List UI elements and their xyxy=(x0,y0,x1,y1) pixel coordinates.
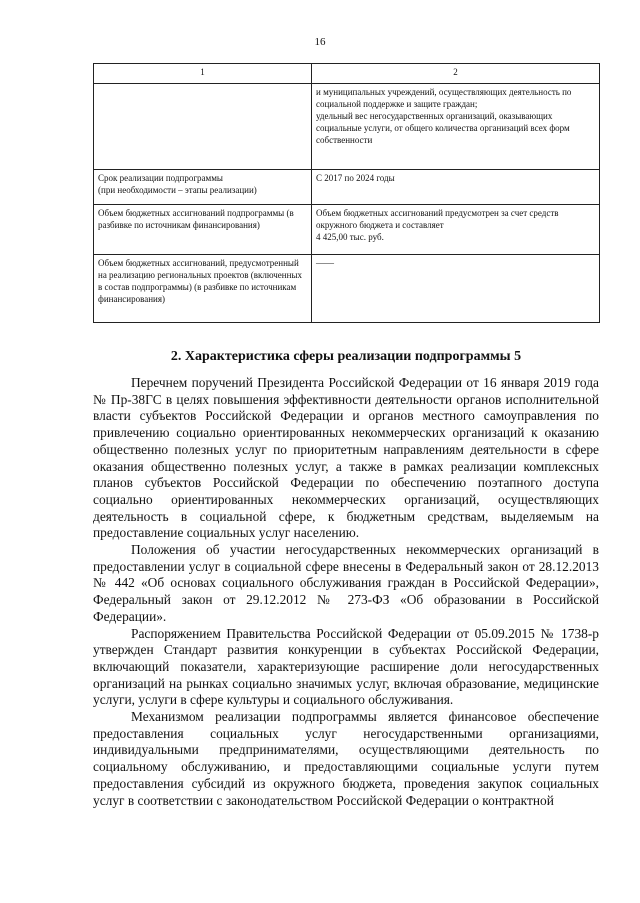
table-row xyxy=(94,84,600,170)
table-header-cell: 1 xyxy=(94,64,312,84)
table-row xyxy=(94,255,600,323)
paragraph: Положения об участии негосударственных некоммерческих организаций в предоставлении услуг в социальной сфере внесены в Федеральный закон от 28.12.2013 № 442 «Об основах социального обслуживания граждан в Российской Федерации», Федеральный закон от 29.12.2012 № 273-ФЗ «Об образовании в Российской Федерации». xyxy=(93,542,599,624)
passport-table xyxy=(93,63,600,323)
body-text xyxy=(93,375,599,809)
page-number: 16 xyxy=(314,36,326,48)
paragraph: Перечнем поручений Президента Российской Федерации от 16 января 2019 года № Пр-38ГС в целях повышения эффективности деятельности органов исполнительной власти субъектов Российской Федерации и органов местного самоуправления по привлечению социально ориентированных некоммерческих организаций к оказанию общественно полезных услуг по приоритетным направлениям деятельности в сфере оказания общественно полезных услуг, а также в рамках реализации комплексных планов субъектов Российской Федерации по обеспечению поэтапного доступа социально ориентированных некоммерческих организаций, осуществляющих деятельность в социальной сфере, к бюджетным средствам, выделяемым на предоставление социальных услуг населению. xyxy=(93,375,599,541)
table-header-row xyxy=(94,64,600,84)
paragraph: Механизмом реализации подпрограммы является финансовое обеспечение предоставления социальных услуг негосударственными организациями, индивидуальными предпринимателями, осуществляющими деятельность по социальному обслуживанию, и предоставляющими социальные услуги путем предоставления субсидий из окружного бюджета, проведения закупок социальных услуг в соответствии с законодательством Российской Федерации о контрактной xyxy=(93,709,599,808)
table-cell-value: и муниципальных учреждений, осуществляющих деятельность по социальной поддержке и защите граждан; удельный вес негосударственных организаций, оказывающих социальные услуги, от общего количества организаций всех форм собственности xyxy=(312,84,600,170)
table-row xyxy=(94,170,600,205)
table-cell-value: —— xyxy=(312,255,600,323)
table-row xyxy=(94,205,600,255)
table-header-cell: 2 xyxy=(312,64,600,84)
table-cell-value: С 2017 по 2024 годы xyxy=(312,170,600,205)
table-cell-label: Объем бюджетных ассигнований, предусмотренный на реализацию региональных проектов (включенных в состав подпрограммы) (в разбивке по источникам финансирования) xyxy=(94,255,312,323)
section-heading: 2. Характеристика сферы реализации подпрограммы 5 xyxy=(170,349,522,364)
table-cell-label: Срок реализации подпрограммы (при необходимости – этапы реализации) xyxy=(94,170,312,205)
table-cell-label: Объем бюджетных ассигнований подпрограммы (в разбивке по источникам финансирования) xyxy=(94,205,312,255)
paragraph: Распоряжением Правительства Российской Федерации от 05.09.2015 № 1738-р утвержден Стандарт развития конкуренции в субъектах Российской Федерации, включающий показатели, характеризующие расширение доли негосударственных организаций на рынках социально значимых услуг, включая образование, медицинские услуги, услуги в сфере культуры и социального обслуживания. xyxy=(93,625,599,708)
table-cell-label xyxy=(94,84,312,170)
table-cell-value: Объем бюджетных ассигнований предусмотрен за счет средств окружного бюджета и составляет 4 425,00 тыс. руб. xyxy=(312,205,600,255)
